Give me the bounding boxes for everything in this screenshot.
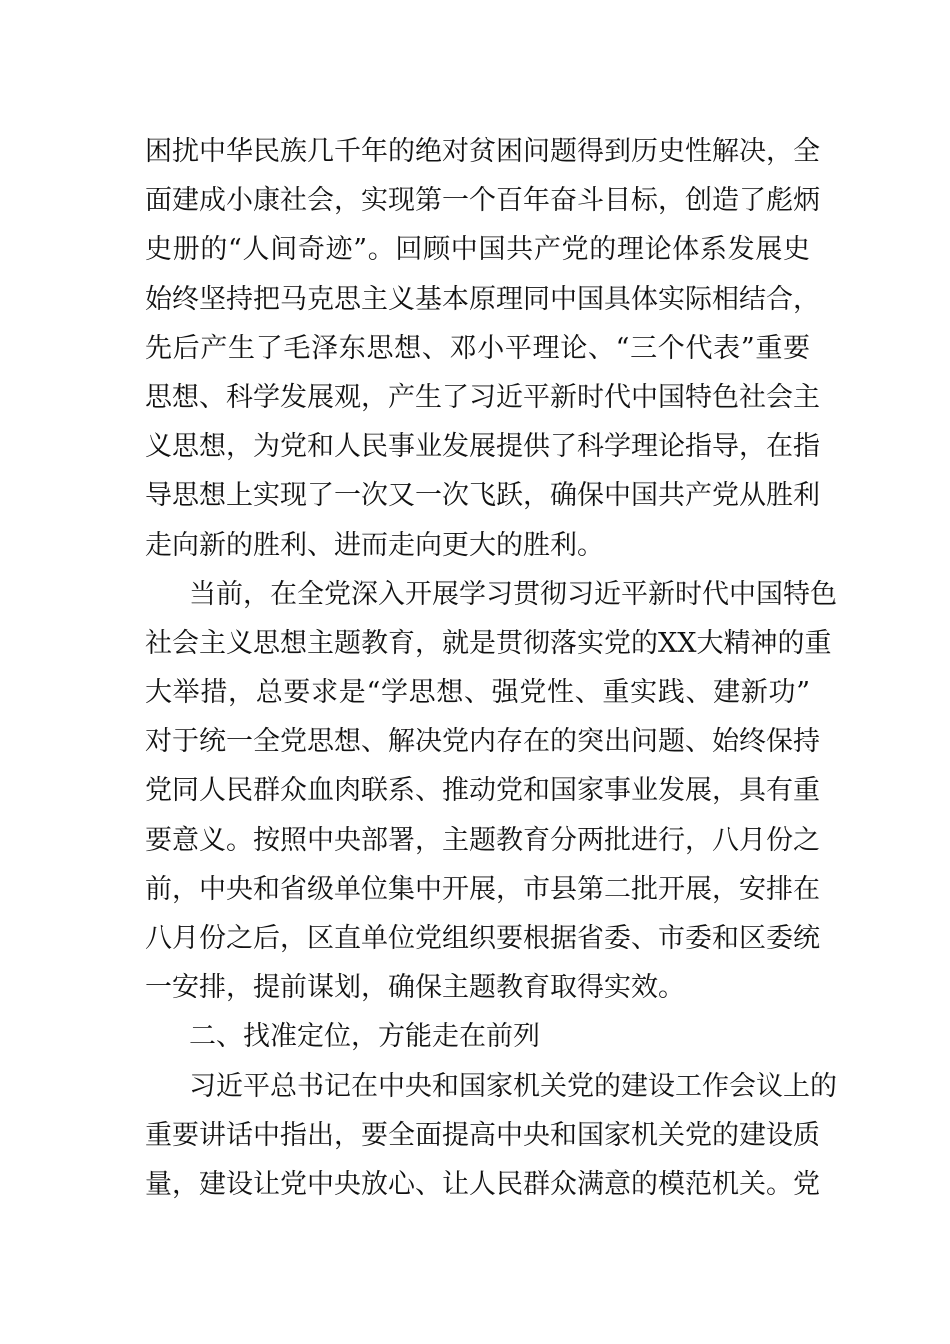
- text-line: 大举措，总要求是“学思想、强党性、重实践、建新功”: [145, 677, 810, 709]
- text-line: 思想、科学发展观，产生了习近平新时代中国特色社会主: [145, 381, 820, 413]
- section-heading: [145, 1012, 810, 1061]
- paragraph: [145, 127, 820, 570]
- text-line: 要意义。按照中央部署，主题教育分两批进行，八月份之: [145, 824, 820, 856]
- document-body: [145, 127, 837, 1209]
- text-line: 走向新的胜利、进而走向更大的胜利。: [145, 529, 604, 561]
- text-line: 先后产生了毛泽东思想、邓小平理论、“三个代表”重要: [145, 332, 810, 364]
- text-line: 始终坚持把马克思主义基本原理同中国具体实际相结合，: [145, 283, 820, 315]
- text-line: 社会主义思想主题教育，就是贯彻落实党的XX大精神的重: [145, 627, 832, 659]
- text-line: 史册的“人间奇迹”。回顾中国共产党的理论体系发展史: [145, 234, 810, 266]
- text-line: 重要讲话中指出，要全面提高中央和国家机关党的建设质: [145, 1119, 820, 1151]
- text-line: 当前，在全党深入开展学习贯彻习近平新时代中国特色: [189, 578, 837, 610]
- text-line: 导思想上实现了一次又一次飞跃，确保中国共产党从胜利: [145, 480, 820, 512]
- text-line: 前，中央和省级单位集中开展，市县第二批开展，安排在: [145, 873, 820, 905]
- text-line: 一安排，提前谋划，确保主题教育取得实效。: [145, 972, 685, 1004]
- text-line: 习近平总书记在中央和国家机关党的建设工作会议上的: [189, 1070, 837, 1102]
- text-line: 量，建设让党中央放心、让人民群众满意的模范机关。党: [145, 1168, 820, 1200]
- paragraph: [145, 1062, 837, 1210]
- text-line: 面建成小康社会，实现第一个百年奋斗目标，创造了彪炳: [145, 185, 820, 217]
- text-line: 党同人民群众血肉联系、推动党和国家事业发展，具有重: [145, 775, 820, 807]
- paragraph: [145, 570, 837, 1013]
- text-line: 义思想，为党和人民事业发展提供了科学理论指导，在指: [145, 431, 820, 463]
- text-line: 困扰中华民族几千年的绝对贫困问题得到历史性解决，全: [145, 136, 820, 167]
- text-line: 对于统一全党思想、解决党内存在的突出问题、始终保持: [145, 726, 820, 758]
- heading-text: 二、找准定位，方能走在前列: [189, 1021, 540, 1053]
- text-line: 八月份之后，区直单位党组织要根据省委、市委和区委统: [145, 923, 820, 954]
